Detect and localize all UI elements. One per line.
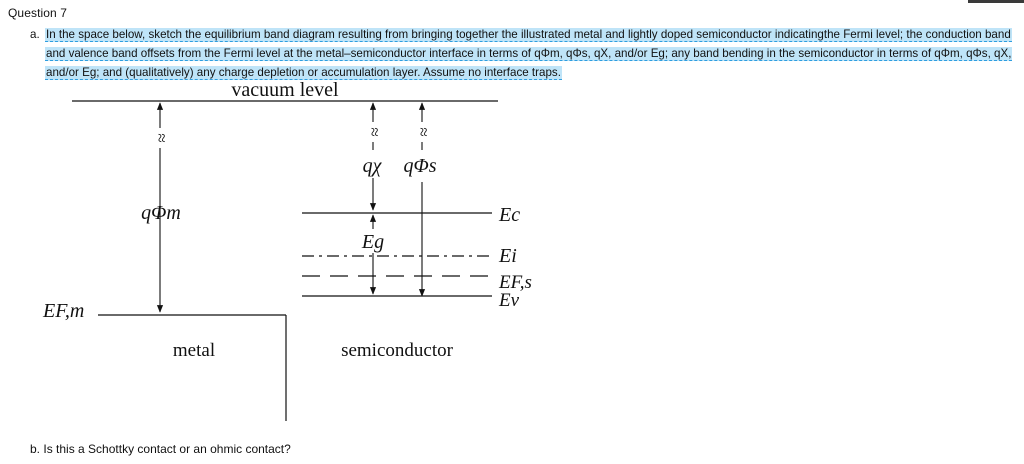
conduction-band-label: Ec (499, 204, 521, 226)
part-a-marker: a. (30, 28, 40, 41)
metal-fermi-level-label: EF,m (43, 300, 85, 322)
intrinsic-level-label: Ei (499, 245, 517, 267)
semiconductor-fermi-level-label: EF,s (499, 272, 532, 293)
semiconductor-arrow-break-symbol: ≈ (414, 127, 434, 137)
semiconductor-work-function-label: qΦs (403, 155, 437, 177)
valence-band-label: Ev (499, 290, 520, 311)
band-gap-label: Eg (361, 231, 385, 253)
part-b-question (30, 442, 291, 456)
vacuum-level-label: vacuum level (231, 79, 339, 101)
electron-affinity-break-symbol: ≈ (365, 127, 385, 137)
electron-affinity-label: qχ (362, 155, 382, 177)
metal-label: metal (172, 340, 216, 361)
metal-work-function-label: qΦm (141, 202, 181, 224)
part-a-text: In the space below, sketch the equilibrium band diagram resulting from bringing together the illustrated metal and lightly doped semiconductor indicatingthe Fermi level; the conduction band and valence band offsets from the Fermi level at the metal–semiconductor interface in terms of qΦm, qΦs, qX, and/or Eg; any band bending in the semiconductor in terms of qΦm, qΦs, qX, and/or Eg; and (qualitatively) any charge depletion or accumulation layer. Assume no interface traps. (46, 28, 1012, 79)
part-b-marker: b. (30, 442, 41, 456)
part-b-text: Is this a Schottky contact or an ohmic contact? (43, 442, 291, 456)
semiconductor-label: semiconductor (341, 340, 453, 361)
metal-arrow-break-symbol: ≈ (152, 133, 172, 143)
question-title: Question 7 (8, 6, 68, 20)
